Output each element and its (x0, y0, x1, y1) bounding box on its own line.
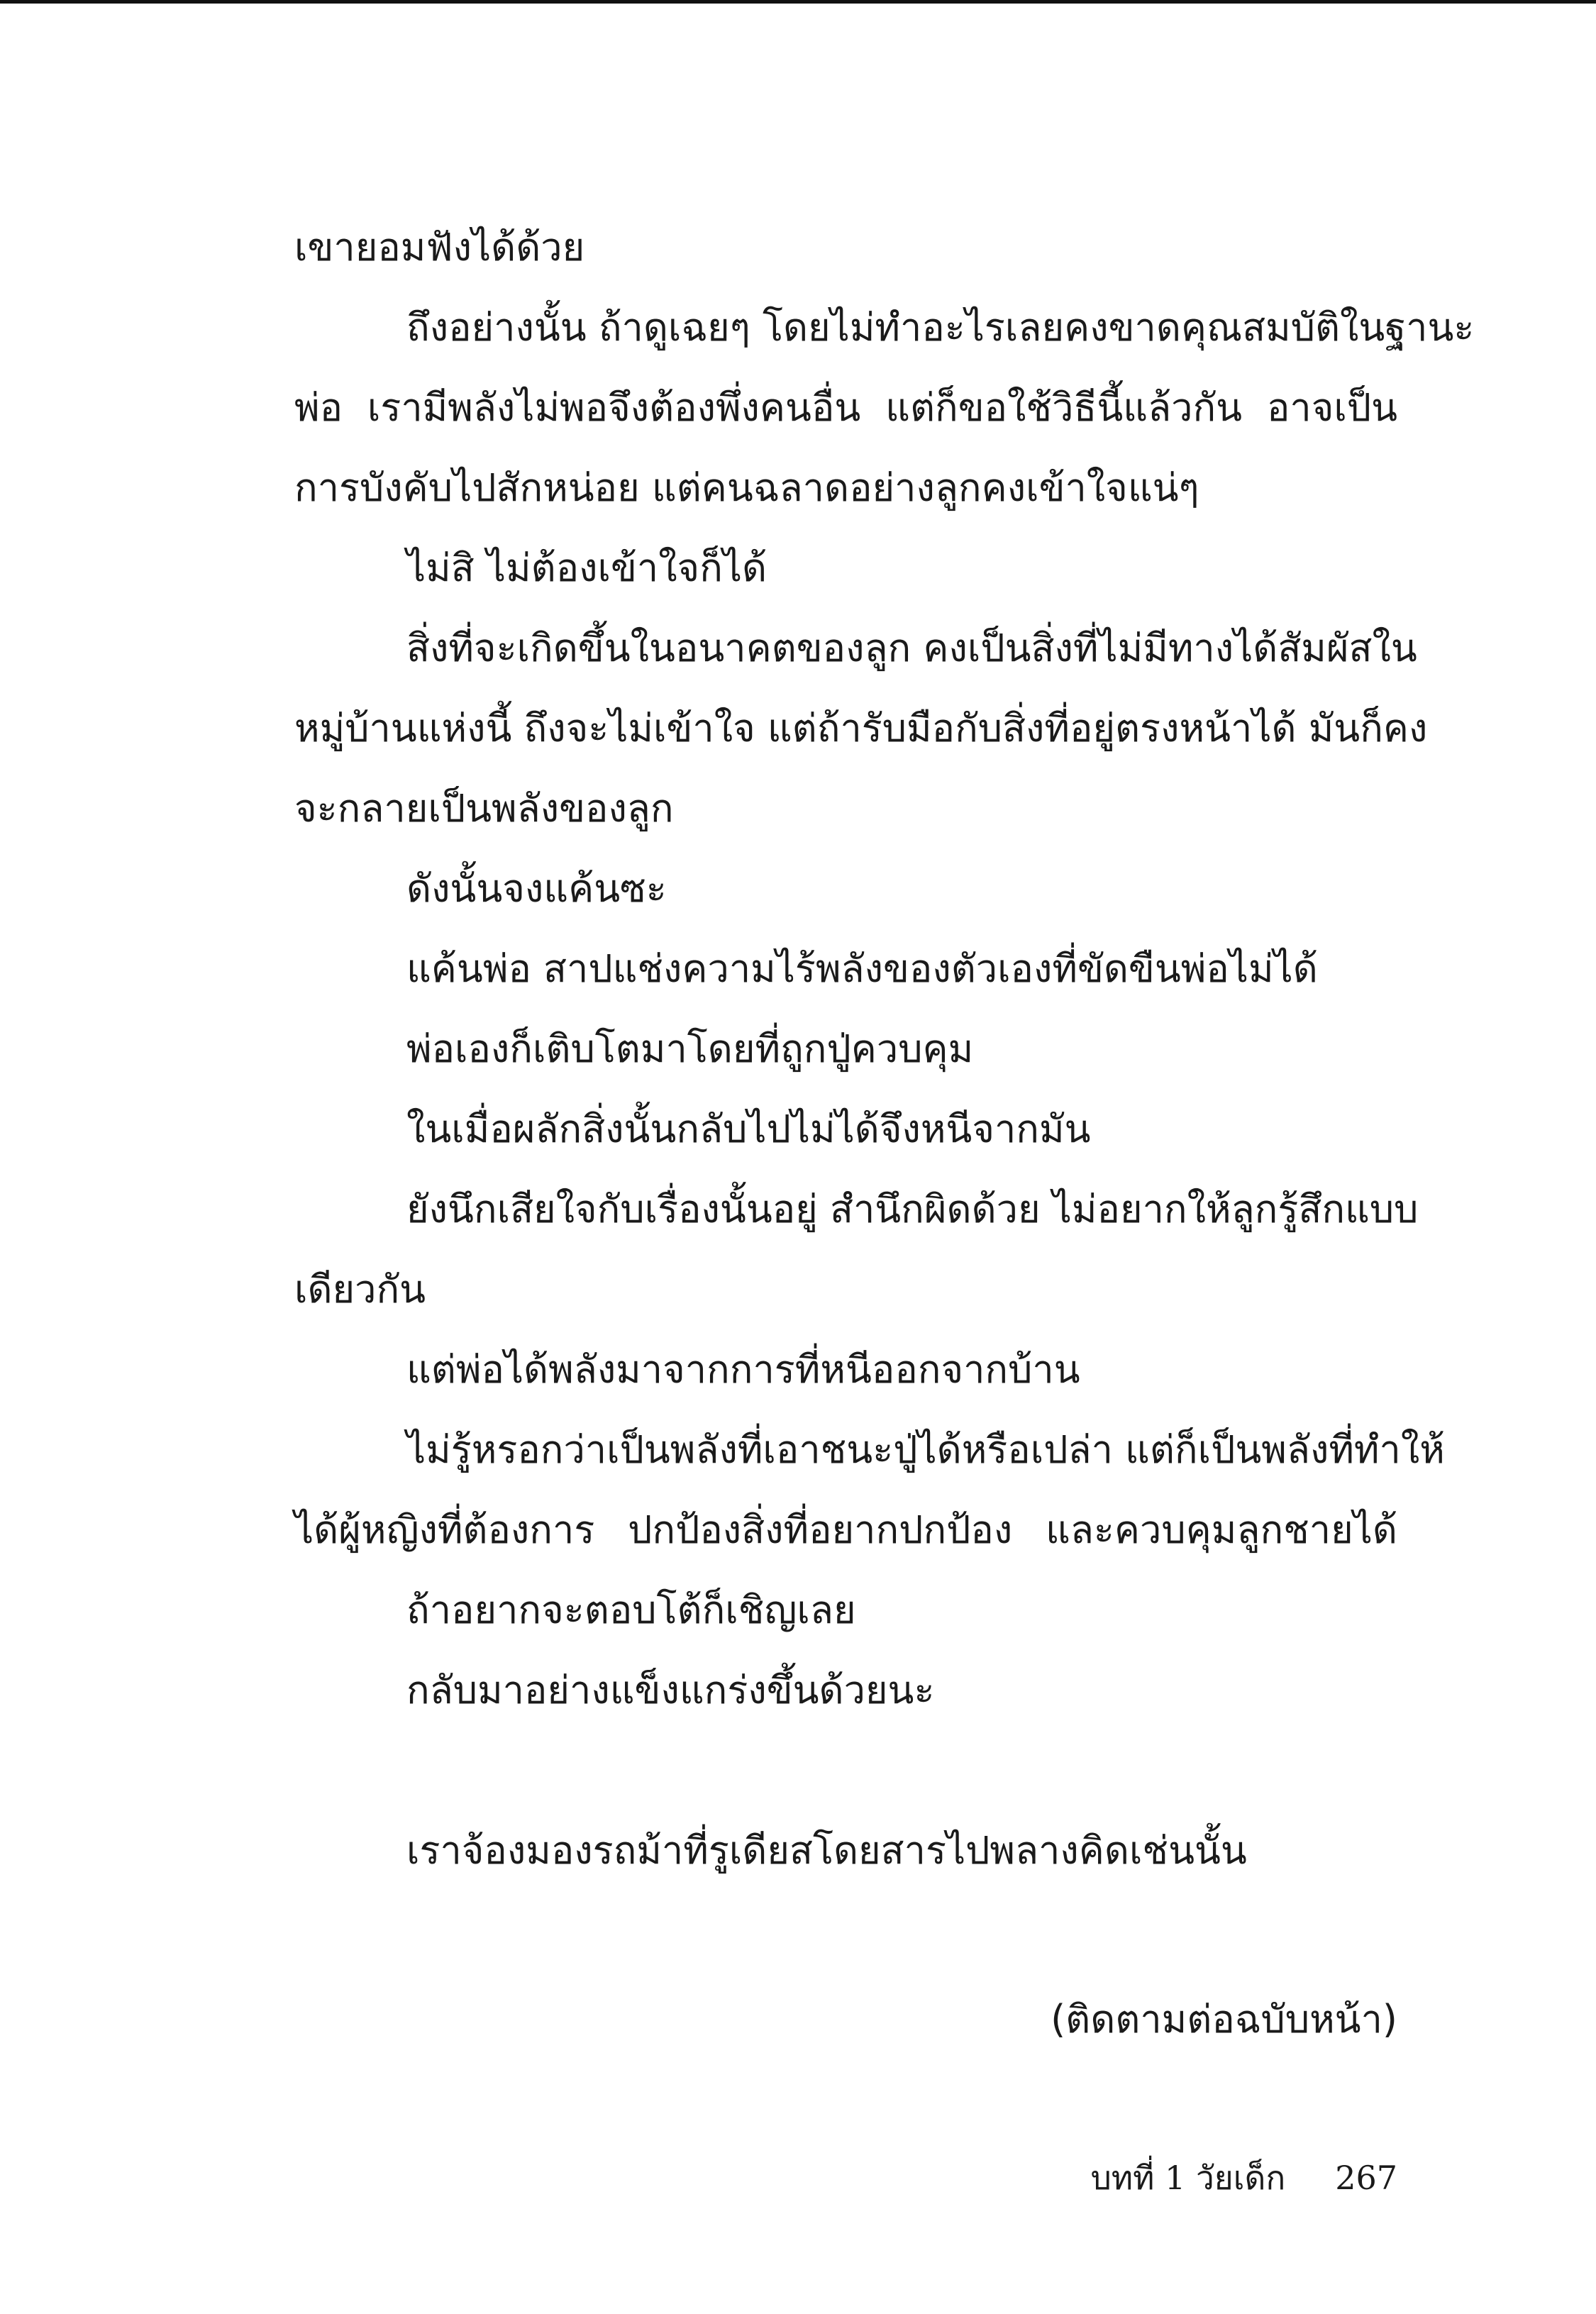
page-footer (1091, 2142, 1397, 2213)
text-line: กลับมาอย่างแข็งแกร่งขึ้นด้วยนะ (406, 1668, 935, 1712)
text-line: ถ้าอยากจะตอบโต้ก็เชิญเลย (406, 1588, 856, 1632)
text-line: ได้ผู้หญิงที่ต้องการ ปกป้องสิ่งที่อยากปกป้อง และควบคุมลูกชายได้ (294, 1507, 1397, 1552)
continued-notice: (ติดตามต่อฉบับหน้า) (1051, 1997, 1397, 2042)
body-text (294, 207, 1475, 1890)
blank-line (294, 1730, 1397, 1810)
text-line: ยังนึกเสียใจกับเรื่องนั้นอยู่ สำนึกผิดด้วย ไม่อยากให้ลูกรู้สึกแบบ (406, 1187, 1419, 1231)
text-line: ถึงอย่างนั้น ถ้าดูเฉยๆ โดยไม่ทำอะไรเลยคงขาดคุณสมบัติในฐานะ (406, 305, 1475, 350)
text-line: ไม่รู้หรอกว่าเป็นพลังที่เอาชนะปู่ได้หรือเปล่า แต่ก็เป็นพลังที่ทำให้ (406, 1427, 1445, 1472)
page-number: 267 (1335, 2159, 1397, 2197)
text-line: หมู่บ้านแห่งนี้ ถึงจะไม่เข้าใจ แต่ถ้ารับมือกับสิ่งที่อยู่ตรงหน้าได้ มันก็คง (294, 706, 1428, 751)
text-line: แค้นพ่อ สาปแช่งความไร้พลังของตัวเองที่ขัดขืนพ่อไม่ได้ (406, 946, 1318, 991)
text-line: ในเมื่อผลักสิ่งนั้นกลับไปไม่ได้จึงหนีจากมัน (406, 1107, 1091, 1151)
text-line: เราจ้องมองรถม้าที่รูเดียสโดยสารไปพลางคิดเช่นนั้น (406, 1828, 1247, 1873)
text-line: พ่อ เรามีพลังไม่พอจึงต้องพึ่งคนอื่น แต่ก็ขอใช้วิธีนี้แล้วกัน อาจเป็น (294, 385, 1397, 430)
text-line: สิ่งที่จะเกิดขึ้นในอนาคตของลูก คงเป็นสิ่งที่ไม่มีทางได้สัมผัสใน (406, 626, 1417, 670)
text-line: จะกลายเป็นพลังของลูก (294, 786, 674, 831)
text-line: การบังคับไปสักหน่อย แต่คนฉลาดอย่างลูกคงเข้าใจแน่ๆ (294, 465, 1199, 510)
text-line: พ่อเองก็เติบโตมาโดยที่ถูกปู่ควบคุม (406, 1026, 974, 1071)
text-line: แต่พ่อได้พลังมาจากการที่หนีออกจากบ้าน (406, 1347, 1080, 1392)
text-line: ไม่สิ ไม่ต้องเข้าใจก็ได้ (406, 546, 767, 590)
text-line: ดังนั้นจงแค้นซะ (406, 866, 667, 911)
chapter-title: บทที่ 1 วัยเด็ก (1090, 2159, 1286, 2197)
top-border-rule (0, 0, 1596, 4)
text-line: เดียวกัน (294, 1267, 426, 1312)
text-line: เขายอมฟังได้ด้วย (294, 225, 585, 270)
